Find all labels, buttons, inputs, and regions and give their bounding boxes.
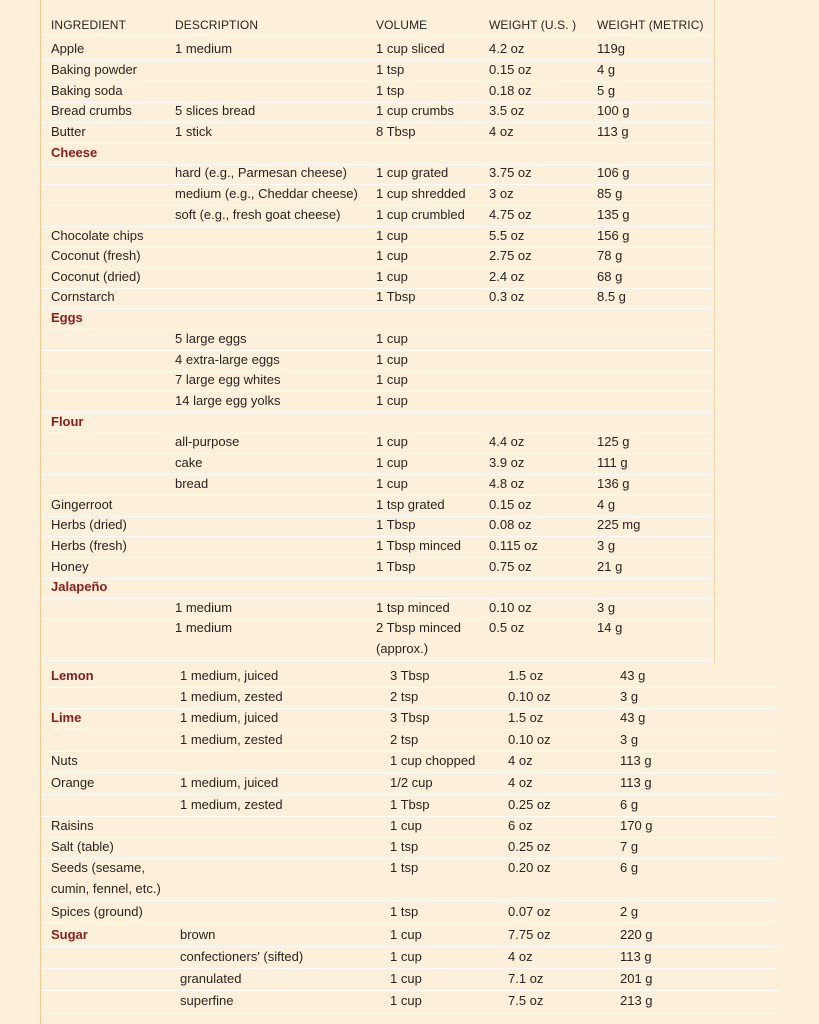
cell-weight-metric: 4 g	[597, 62, 616, 77]
cell-volume: 1 cup grated	[376, 165, 449, 180]
cell-weight-metric: 85 g	[597, 186, 623, 201]
cell-ingredient: Orange	[51, 775, 95, 790]
cell-ingredient: Cheese	[51, 145, 98, 160]
table-row	[41, 287, 714, 309]
cell-ingredient: Honey	[51, 559, 89, 574]
cell-description: 1 medium, zested	[180, 689, 283, 704]
table-row	[41, 60, 714, 82]
cell-volume: 1 cup shredded	[376, 186, 466, 201]
table-row	[41, 730, 779, 752]
cell-weight-metric: 125 g	[597, 434, 630, 449]
cell-description: 1 medium, juiced	[180, 668, 279, 683]
cell-weight-us: 7.75 oz	[508, 927, 551, 942]
table-row	[41, 474, 714, 496]
cell-weight-us: 0.10 oz	[508, 689, 551, 704]
cell-weight-us: 4.2 oz	[489, 41, 525, 56]
cell-ingredient: Herbs (dried)	[51, 517, 127, 532]
table-row	[41, 858, 779, 901]
cell-weight-us: 0.15 oz	[489, 62, 532, 77]
cell-description: superfine	[180, 993, 234, 1008]
table-row	[41, 205, 714, 227]
cell-weight-metric: 7 g	[620, 839, 639, 854]
cell-volume: 1 cup	[376, 455, 408, 470]
cell-weight-metric: 4 g	[597, 497, 616, 512]
cell-volume: 1 Tbsp	[376, 559, 416, 574]
cell-weight-metric: 100 g	[597, 103, 630, 118]
cell-volume: 1 cup	[376, 372, 408, 387]
table-row	[41, 969, 779, 991]
table-row	[41, 432, 714, 454]
table-row	[41, 816, 779, 838]
cell-description: 1 medium	[175, 41, 233, 56]
table-row	[41, 81, 714, 103]
cell-weight-metric: 135 g	[597, 207, 630, 222]
cell-weight-us: 4 oz	[489, 124, 514, 139]
cell-weight-us: 3.5 oz	[489, 103, 525, 118]
cell-ingredient: Lime	[51, 710, 82, 725]
cell-weight-us: 0.3 oz	[489, 289, 525, 304]
table-row	[41, 453, 714, 475]
cell-volume: 1 cup	[390, 949, 422, 964]
cell-ingredient: Baking soda	[51, 83, 123, 98]
cell-weight-us: 4 oz	[508, 775, 533, 790]
table-row	[41, 902, 779, 924]
cell-weight-metric: 113 g	[620, 753, 652, 768]
table-row	[41, 837, 779, 859]
cell-volume: 1 cup	[376, 393, 408, 408]
cell-weight-metric: 3 g	[597, 600, 616, 615]
cell-description: hard (e.g., Parmesan cheese)	[175, 165, 347, 180]
cell-volume: 1 cup	[376, 228, 408, 243]
cell-weight-metric: 78 g	[597, 248, 623, 263]
cell-volume: 1 tsp	[390, 860, 419, 875]
cell-volume: 1 Tbsp	[376, 517, 416, 532]
cell-weight-us: 0.75 oz	[489, 559, 532, 574]
cell-weight-us: 0.25 oz	[508, 839, 551, 854]
cell-weight-metric: 156 g	[597, 228, 630, 243]
cell-ingredient: Apple	[51, 41, 85, 56]
cell-volume: 1 cup	[390, 971, 422, 986]
cell-volume: 8 Tbsp	[376, 124, 416, 139]
cell-weight-metric: 3 g	[597, 538, 616, 553]
table-row	[41, 495, 714, 517]
cell-volume: 1 cup	[376, 476, 408, 491]
table-row	[41, 536, 714, 558]
cell-ingredient: Jalapeño	[51, 579, 108, 594]
cell-weight-metric: 14 g	[597, 620, 623, 635]
table-row	[41, 267, 714, 289]
cell-weight-metric: 5 g	[597, 83, 616, 98]
cell-weight-metric: 3 g	[620, 689, 639, 704]
cell-weight-metric: 220 g	[620, 927, 653, 942]
header-description: DESCRIPTION	[175, 18, 259, 32]
cell-weight-metric: 6 g	[620, 797, 639, 812]
table-row	[41, 557, 714, 579]
cell-ingredient: Butter	[51, 124, 86, 139]
cell-volume: 3 Tbsp	[390, 668, 430, 683]
cell-weight-us: 0.20 oz	[508, 860, 551, 875]
cell-weight-metric: 136 g	[597, 476, 630, 491]
cell-description: 14 large egg yolks	[175, 393, 281, 408]
cell-ingredient: Coconut (fresh)	[51, 248, 141, 263]
table-row	[41, 391, 714, 413]
cell-ingredient: Sugar	[51, 927, 88, 942]
table-row	[41, 101, 714, 123]
cell-weight-us: 3.75 oz	[489, 165, 532, 180]
header-ingredient: INGREDIENT	[51, 18, 127, 32]
cell-volume: 1 tsp	[376, 83, 405, 98]
cell-weight-metric: 21 g	[597, 559, 623, 574]
cell-volume: 1 tsp	[376, 62, 405, 77]
table-row	[41, 795, 779, 817]
cell-weight-metric: 106 g	[597, 165, 630, 180]
table-row	[41, 370, 714, 392]
cell-volume: 1 cup	[376, 269, 408, 284]
cell-ingredient: Flour	[51, 414, 84, 429]
cell-volume: 1 cup	[376, 331, 408, 346]
table-row	[41, 515, 714, 537]
cell-weight-us: 6 oz	[508, 818, 533, 833]
cell-ingredient: Salt (table)	[51, 839, 114, 854]
cell-weight-us: 7.5 oz	[508, 993, 544, 1008]
cell-volume: 1 cup	[390, 818, 422, 833]
cell-weight-us: 1.5 oz	[508, 710, 544, 725]
cell-weight-us: 3.9 oz	[489, 455, 525, 470]
table-row	[41, 226, 714, 248]
table-row	[41, 925, 779, 947]
cell-weight-metric: 170 g	[620, 818, 653, 833]
cell-description: 1 stick	[175, 124, 212, 139]
cell-weight-metric: 201 g	[620, 971, 653, 986]
cell-volume: 1/2 cup	[390, 775, 433, 790]
cell-volume: 1 Tbsp minced	[376, 538, 462, 553]
cell-description: brown	[180, 927, 216, 942]
cell-description: 5 large eggs	[175, 331, 247, 346]
table-row	[41, 577, 714, 599]
cell-volume: 1 Tbsp	[376, 289, 416, 304]
cell-volume: 1 Tbsp	[390, 797, 430, 812]
cell-description: all-purpose	[175, 434, 240, 449]
cell-ingredient: Cornstarch	[51, 289, 115, 304]
table-row	[41, 350, 714, 372]
cell-weight-metric: 113 g	[620, 775, 652, 790]
cell-volume: 1 cup	[376, 352, 408, 367]
cell-weight-us: 0.25 oz	[508, 797, 551, 812]
cell-volume: 2 Tbsp minced	[376, 620, 462, 635]
table-row	[41, 329, 714, 351]
cell-volume-note: (approx.)	[376, 641, 429, 656]
table-row	[41, 991, 779, 1014]
cell-ingredient: Coconut (dried)	[51, 269, 141, 284]
cell-weight-metric: 2 g	[620, 904, 639, 919]
cell-ingredient: Bread crumbs	[51, 103, 132, 118]
cell-weight-us: 4.4 oz	[489, 434, 525, 449]
cell-volume: 1 cup	[390, 927, 422, 942]
cell-volume: 1 cup chopped	[390, 753, 476, 768]
cell-weight-metric: 213 g	[620, 993, 653, 1008]
table-row	[41, 122, 714, 144]
cell-description: 4 extra-large eggs	[175, 352, 280, 367]
cell-volume: 1 tsp	[390, 839, 419, 854]
cell-weight-us: 4.8 oz	[489, 476, 525, 491]
header-volume: VOLUME	[376, 18, 428, 32]
table-row	[41, 666, 779, 688]
cell-weight-metric: 119g	[597, 41, 625, 56]
cell-description: 1 medium, zested	[180, 797, 283, 812]
cell-weight-us: 0.10 oz	[489, 600, 532, 615]
table-header	[41, 15, 714, 36]
cell-weight-us: 5.5 oz	[489, 228, 525, 243]
table-row	[41, 246, 714, 268]
cell-weight-us: 7.1 oz	[508, 971, 544, 986]
cell-ingredient: Seeds (sesame,	[51, 860, 145, 875]
cell-volume: 1 tsp	[390, 904, 419, 919]
cell-description: 7 large egg whites	[175, 372, 281, 387]
cell-weight-us: 3 oz	[489, 186, 514, 201]
cell-weight-us: 4.75 oz	[489, 207, 532, 222]
cell-weight-metric: 111 g	[597, 455, 628, 470]
table-row	[41, 773, 779, 795]
cell-volume: 3 Tbsp	[390, 710, 430, 725]
cell-ingredient: Chocolate chips	[51, 228, 144, 243]
table-row	[41, 947, 779, 969]
cell-weight-metric: 3 g	[620, 732, 639, 747]
table-row	[41, 143, 714, 165]
table-row	[41, 598, 714, 620]
column-rule	[714, 0, 715, 665]
cell-weight-us: 0.10 oz	[508, 732, 551, 747]
table-row	[41, 163, 714, 185]
cell-weight-metric: 43 g	[620, 710, 646, 725]
cell-weight-us: 0.15 oz	[489, 497, 532, 512]
cell-weight-metric: 8.5 g	[597, 289, 626, 304]
table-row	[41, 184, 714, 206]
cell-weight-us: 2.75 oz	[489, 248, 532, 263]
cell-description: granulated	[180, 971, 242, 986]
table-row	[41, 751, 779, 773]
cell-weight-us: 0.18 oz	[489, 83, 532, 98]
cell-description: cake	[175, 455, 203, 470]
cell-ingredient: Baking powder	[51, 62, 137, 77]
cell-volume: 1 cup	[390, 993, 422, 1008]
cell-description: medium (e.g., Cheddar cheese)	[175, 186, 358, 201]
cell-description: 5 slices bread	[175, 103, 256, 118]
cell-weight-metric: 113 g	[620, 949, 652, 964]
cell-ingredient: Nuts	[51, 753, 78, 768]
cell-description: 1 medium, juiced	[180, 710, 279, 725]
cell-volume: 1 cup	[376, 248, 408, 263]
cell-weight-us: 0.07 oz	[508, 904, 551, 919]
cell-description: bread	[175, 476, 209, 491]
cell-weight-us: 0.115 oz	[489, 538, 538, 553]
cell-weight-us: 2.4 oz	[489, 269, 525, 284]
cell-volume: 2 tsp	[390, 689, 419, 704]
cell-ingredient: Herbs (fresh)	[51, 538, 127, 553]
cell-ingredient-continued: cumin, fennel, etc.)	[51, 881, 161, 896]
cell-description: 1 medium, zested	[180, 732, 283, 747]
cell-description: 1 medium, juiced	[180, 775, 279, 790]
table-row	[41, 618, 714, 661]
table-row	[41, 308, 714, 330]
header-weight-us: WEIGHT (U.S. )	[489, 18, 577, 32]
cell-weight-us: 0.08 oz	[489, 517, 532, 532]
table-row	[41, 39, 714, 61]
cell-ingredient: Lemon	[51, 668, 94, 683]
cell-description: 1 medium	[175, 620, 233, 635]
table-row	[41, 708, 779, 730]
table-row	[41, 412, 714, 434]
cell-ingredient: Eggs	[51, 310, 83, 325]
cell-weight-us: 4 oz	[508, 949, 533, 964]
cell-weight-us: 1.5 oz	[508, 668, 544, 683]
cell-weight-us: 0.5 oz	[489, 620, 525, 635]
cell-volume: 1 cup crumbled	[376, 207, 465, 222]
cell-weight-metric: 68 g	[597, 269, 623, 284]
cell-description: confectioners' (sifted)	[180, 949, 304, 964]
cell-weight-metric: 225 mg	[597, 517, 641, 532]
cell-ingredient: Gingerroot	[51, 497, 113, 512]
cell-weight-metric: 113 g	[597, 124, 629, 139]
cell-description: 1 medium	[175, 600, 233, 615]
cell-volume: 1 cup crumbs	[376, 103, 455, 118]
cell-weight-metric: 43 g	[620, 668, 646, 683]
cell-ingredient: Raisins	[51, 818, 94, 833]
cell-ingredient: Spices (ground)	[51, 904, 143, 919]
header-weight-metric: WEIGHT (METRIC)	[597, 18, 704, 32]
cell-weight-metric: 6 g	[620, 860, 639, 875]
cell-description: soft (e.g., fresh goat cheese)	[175, 207, 341, 222]
table-row	[41, 687, 779, 709]
cell-volume: 1 tsp grated	[376, 497, 445, 512]
cell-volume: 1 tsp minced	[376, 600, 450, 615]
cell-weight-us: 4 oz	[508, 753, 533, 768]
cell-volume: 1 cup	[376, 434, 408, 449]
cell-volume: 2 tsp	[390, 732, 419, 747]
cell-volume: 1 cup sliced	[376, 41, 445, 56]
